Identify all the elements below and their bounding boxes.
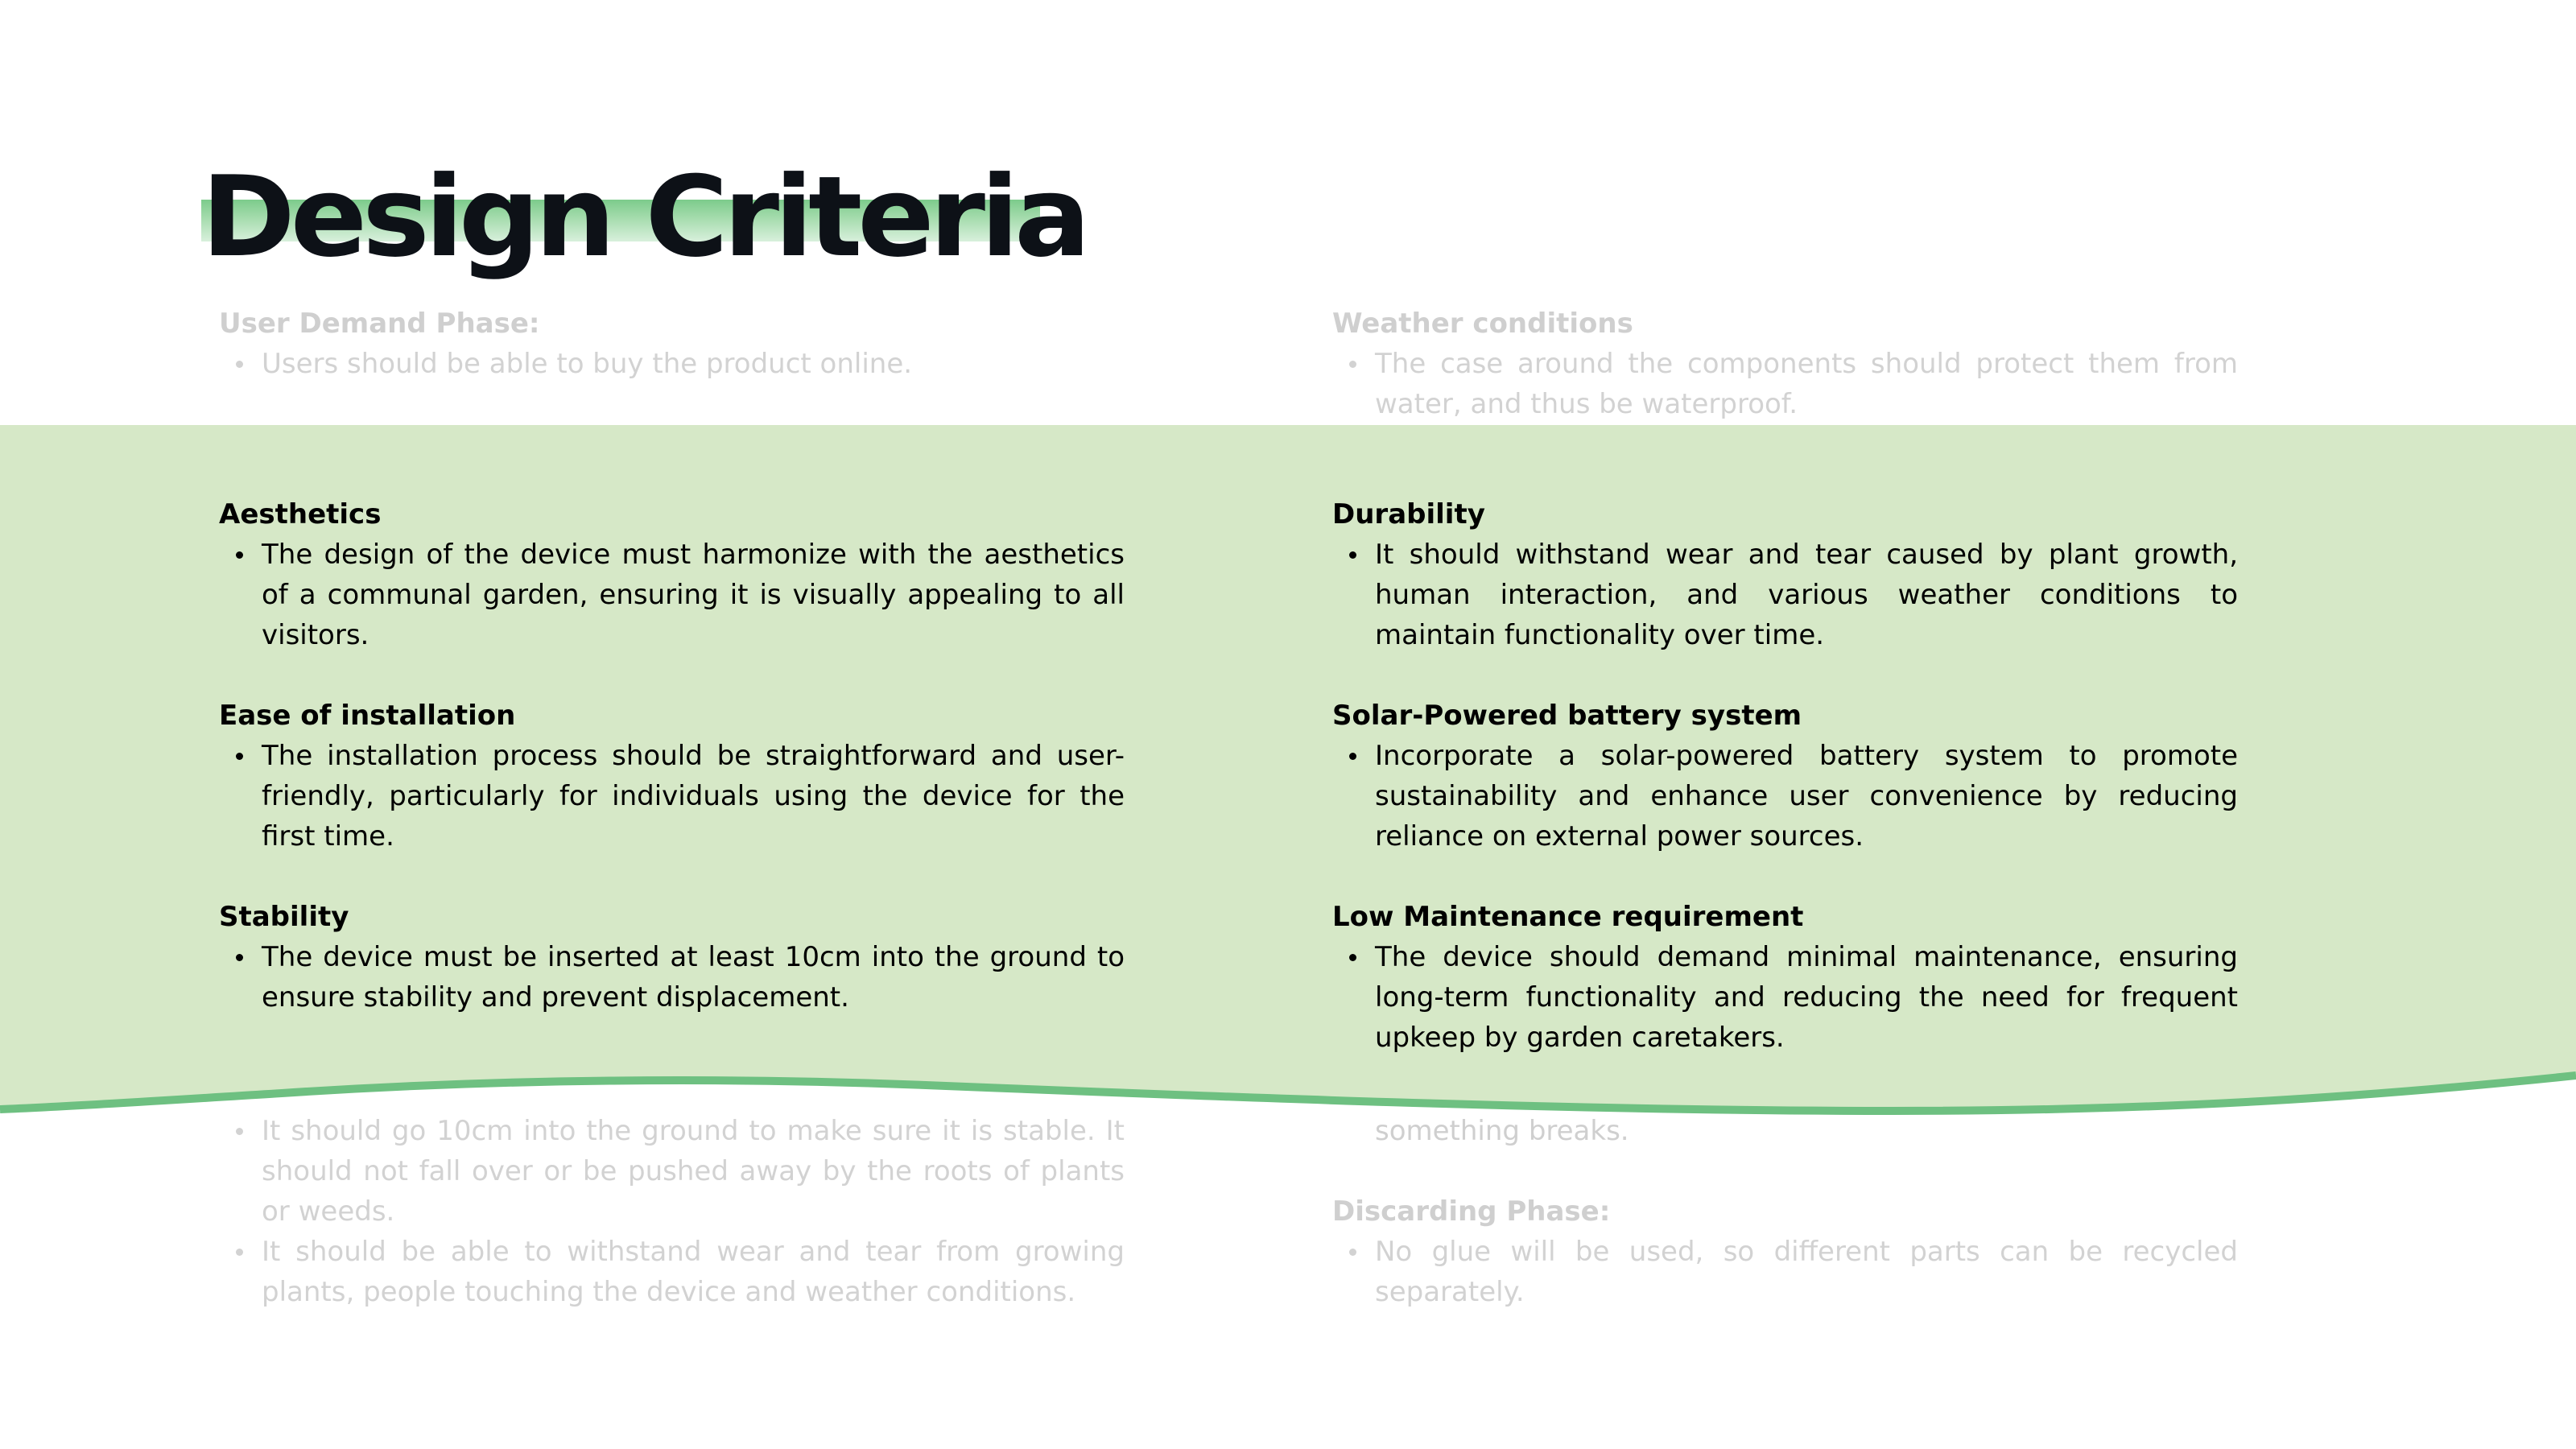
- faded-bullet: It should go 10cm into the ground to make sure it is stable. It should not fall over or be pushed away by the roots of plants or weeds.: [262, 1111, 1125, 1232]
- criteria-heading: Solar-Powered battery system: [1332, 700, 1802, 732]
- faded-heading-user-demand: User Demand Phase:: [219, 308, 540, 340]
- criteria-heading: Stability: [219, 901, 349, 933]
- criteria-heading: Aesthetics: [219, 498, 382, 530]
- criteria-bullet-list: [219, 736, 1125, 857]
- criteria-bullet-list: [219, 937, 1125, 1018]
- criteria-bullet: It should withstand wear and tear caused by plant growth, human interaction, and various weather conditions to maintain functionality over time.: [1375, 535, 2238, 655]
- criteria-heading: Durability: [1332, 498, 1485, 530]
- criteria-stability: [219, 897, 1125, 1018]
- criteria-aesthetics: [219, 494, 1125, 655]
- title-block: [201, 152, 1086, 282]
- faded-heading-discarding: Discarding Phase:: [1332, 1195, 1611, 1228]
- criteria-bullet-list: [1332, 937, 2238, 1058]
- criteria-heading: Ease of installation: [219, 700, 516, 732]
- criteria-bullet: The installation process should be straightforward and user-friendly, particularly for individuals using the device for the first time.: [262, 736, 1125, 857]
- criteria-low-maintenance: [1332, 897, 2238, 1058]
- criteria-bullet: The design of the device must harmonize with the aesthetics of a communal garden, ensuring it is visually appealing to all visitors.: [262, 535, 1125, 655]
- faded-heading-weather: Weather conditions: [1332, 308, 1633, 340]
- faded-bullet: Users should be able to buy the product online.: [262, 344, 1125, 384]
- criteria-heading: Low Maintenance requirement: [1332, 901, 1804, 933]
- criteria-right-column: [1332, 494, 2238, 1098]
- criteria-durability: [1332, 494, 2238, 655]
- faded-bullet: The case around the components should protect them from water, and thus be waterproof.: [1375, 344, 2238, 424]
- criteria-bullet: The device must be inserted at least 10cm into the ground to ensure stability and prevent displacement.: [262, 937, 1125, 1018]
- page-title: Design Criteria: [201, 152, 1086, 282]
- faded-fragment: something breaks.: [1375, 1115, 1629, 1147]
- criteria-ease-of-installation: [219, 696, 1125, 857]
- criteria-bullet-list: [1332, 736, 2238, 857]
- faded-bullet: No glue will be used, so different parts can be recycled separately.: [1375, 1232, 2238, 1312]
- criteria-bullet-list: [219, 535, 1125, 655]
- criteria-bullet-list: [1332, 535, 2238, 655]
- criteria-bullet: Incorporate a solar-powered battery system to promote sustainability and enhance user convenience by reducing reliance on external power sources.: [1375, 736, 2238, 857]
- faded-bullet: It should be able to withstand wear and tear from growing plants, people touching the device and weather conditions.: [262, 1232, 1125, 1312]
- criteria-left-column: [219, 494, 1125, 1058]
- criteria-solar-battery: [1332, 696, 2238, 857]
- criteria-bullet: The device should demand minimal maintenance, ensuring long-term functionality and reducing the need for frequent upkeep by garden caretakers.: [1375, 937, 2238, 1058]
